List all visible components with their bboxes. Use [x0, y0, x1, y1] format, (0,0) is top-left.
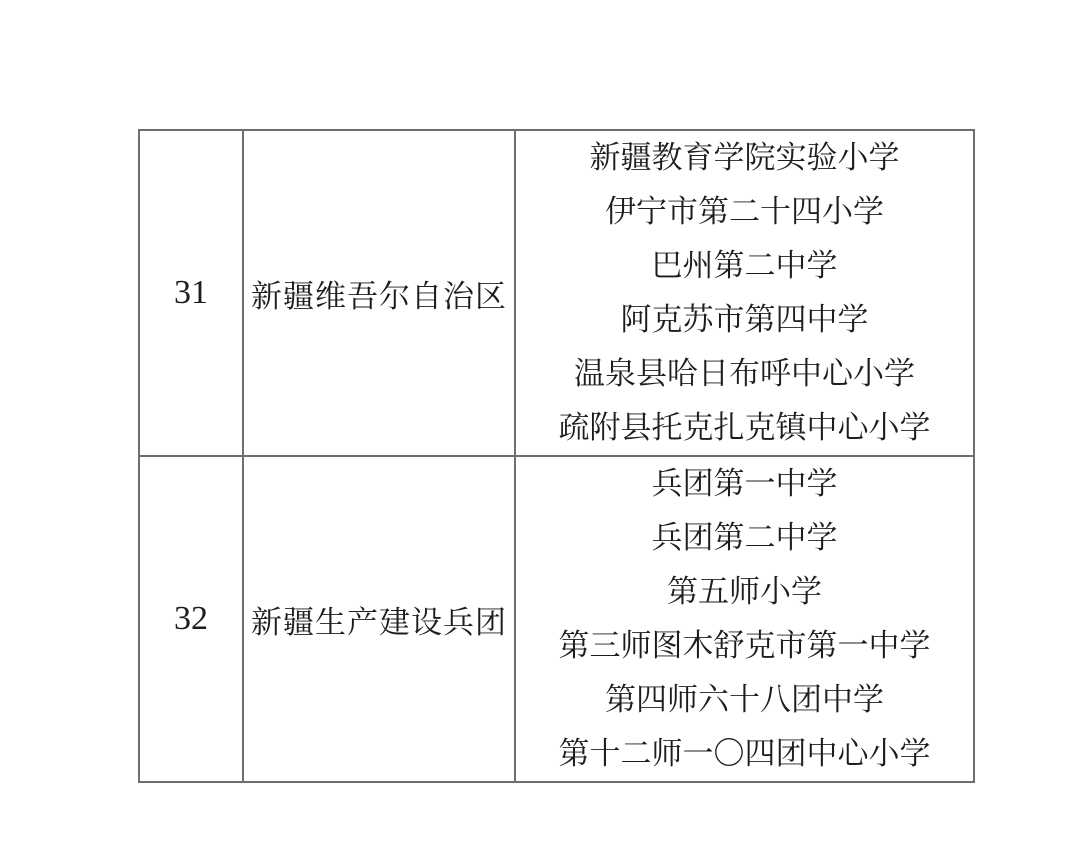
school-name: 兵团第二中学 [651, 520, 838, 555]
school-name: 伊宁市第二十四小学 [605, 194, 884, 229]
serial-number: 31 [174, 274, 208, 311]
region-cell [242, 131, 516, 455]
region-name: 新疆生产建设兵团 [251, 604, 507, 640]
table-row [140, 455, 973, 781]
school-name: 巴州第二中学 [651, 248, 838, 283]
school-name: 第五师小学 [667, 574, 822, 609]
school-name: 阿克苏市第四中学 [620, 302, 869, 337]
schools-cell [516, 131, 973, 455]
schools-cell [516, 457, 973, 781]
serial-number-cell [140, 131, 242, 455]
school-name: 第四师六十八团中学 [605, 682, 884, 717]
schools-table [138, 129, 975, 783]
serial-number-cell [140, 457, 242, 781]
school-name: 新疆教育学院实验小学 [589, 140, 900, 175]
school-name: 疏附县托克扎克镇中心小学 [558, 410, 931, 445]
school-name: 第三师图木舒克市第一中学 [558, 628, 931, 663]
school-name: 第十二师一〇四团中心小学 [558, 736, 931, 771]
region-name: 新疆维吾尔自治区 [251, 278, 507, 314]
school-name: 兵团第一中学 [651, 466, 838, 501]
region-cell [242, 457, 516, 781]
school-name: 温泉县哈日布呼中心小学 [574, 356, 915, 391]
serial-number: 32 [174, 600, 208, 637]
table-row [140, 131, 973, 455]
